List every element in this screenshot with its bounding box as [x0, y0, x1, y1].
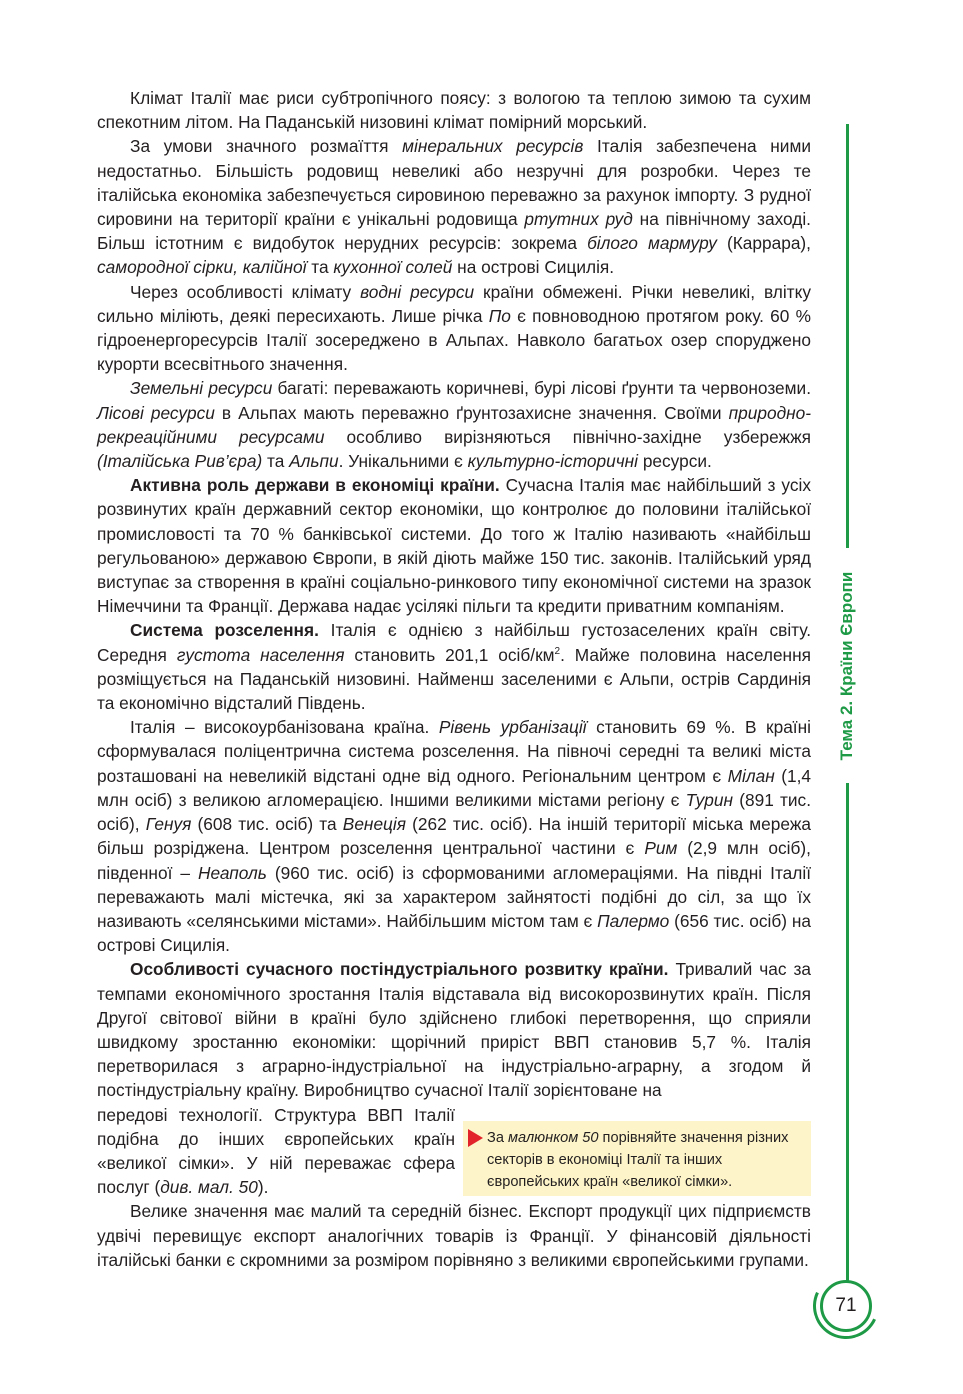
- city-name: Турин: [685, 789, 734, 810]
- city-name: Палермо: [597, 910, 670, 931]
- text-run: За: [487, 1130, 508, 1146]
- text-run: ).: [257, 1177, 269, 1198]
- text-run: становить 69 %. В країні сформувалася поліцентрична система розселення. На півночі середні та великі міста розташовані на невеликій відстані одне від одного. Регіональним центром є: [97, 717, 811, 786]
- figure-reference: малюнком 50: [508, 1130, 599, 1146]
- text-run: (891 тис. осіб),: [97, 789, 811, 835]
- page-number-badge: [820, 1280, 872, 1332]
- text-run: . Унікальними є: [338, 451, 468, 472]
- text-run: Клімат Італії має риси субтропічного поясу: з вологою та теплою зимою та сухим спекотним літом. На Паданській низовині клімат помірний морський.: [97, 88, 811, 133]
- text-run: Італія – високоурбанізована країна.: [130, 717, 439, 738]
- text-run: (262 тис. осіб). На іншій території міська мережа більш розріджена. Центром розселення центральної частини є: [97, 814, 811, 859]
- city-name: Мілан: [727, 765, 775, 786]
- text-run: на острові Сицилія.: [452, 257, 615, 278]
- text-run: країни обмежені. Річки невеликі, влітку сильно міліють, деякі пересихають. Лише річка: [97, 281, 811, 326]
- page-number: 71: [835, 1295, 857, 1316]
- text-run: Сучасна Італія має найбільший з усіх розвинутих країн державний сектор економіки, що контролює до половини італійської промисловості та 70 % банківської системи. До того ж Італію називають «найбільш регульованою» державою Європи, в якій діють майже 150 тис. законів. Італійський уряд виступає за створення в країні соціально-ринкового типу економічної системи на зразок Німеччини та Франції. Держава надає усілякі пільги та кредити приватним компаніям.: [97, 475, 812, 617]
- text-run: ресурси.: [638, 451, 712, 472]
- term: водні ресурси: [360, 281, 475, 302]
- city-name: Рим: [644, 838, 678, 859]
- figure-reference: див. мал. 50: [160, 1177, 258, 1198]
- pointer-arrow-icon: [468, 1129, 483, 1147]
- text-run: (960 тис. осіб) із сформованими агломераціями. На півдні Італії переважають малі містечка, які за характером зайнятості подібні до сіл, за що їх називають «селянськими містами». Найбільшим містом там є: [97, 862, 811, 931]
- section-heading: Особливості сучасного постіндустріального розвитку країни.: [130, 959, 669, 980]
- text-run: особливо вирізняються північно-західне узбережжя: [324, 426, 811, 447]
- term: (Італійська Рив’єра): [97, 451, 263, 472]
- section-side-title: Тема 2. Країни Європи: [837, 571, 856, 761]
- text-run: . Майже половина населення розміщується на Паданській низовині. Найменш заселеними є Альпи, острів Сардинія та економічно відсталий Південь.: [97, 644, 811, 714]
- city-name: Венеція: [342, 814, 407, 835]
- text-run: (1,4 млн осіб) з великою агломерацією. Іншими великими містами регіону є: [97, 765, 811, 810]
- text-run: Тривалий час за темпами економічного зростання Італія відставала від високорозвинутих країн. Після Другої світової війни в країні було здійснено глибокі перетворення, що сприяли швидкому зростанню економіки: щорічний приріст ВВП становив 5,7 %. Італія перетворилася з аграрно-індустріальної на індустріально-аграрну, а згодом й постіндустріальну країну. Виробництво сучасної Італії зорієнтоване на: [97, 959, 811, 1101]
- section-heading: Система розселення.: [130, 620, 319, 641]
- text-run: Велике значення має малий та середній бізнес. Експорт продукції цих підприємств удвічі перевищує експорт аналогічних товарів із Франції. У фінансовій діяльності італійські банки є скромними за розміром порівняно з великими європейськими групами.: [97, 1201, 811, 1270]
- term: Земельні ресурси: [130, 378, 273, 399]
- side-rule: [846, 124, 849, 548]
- text-run: на північному заході. Більш істотним є видобуток нерудних ресурсів: зокрема: [97, 209, 811, 254]
- text-run: (2,9 млн осіб), південної –: [97, 838, 811, 883]
- paragraph-state-role: [97, 473, 811, 618]
- text-run: Через особливості клімату: [130, 281, 361, 302]
- term: білого мармуру: [587, 233, 717, 254]
- left-column: [97, 1103, 455, 1200]
- term: ртутних руд: [524, 209, 633, 230]
- text-run: та: [306, 257, 334, 278]
- superscript: 2: [554, 645, 561, 657]
- paragraph-gdp-structure: [97, 1103, 455, 1200]
- paragraph-settlement: [97, 618, 811, 715]
- term: самородної сірки, калійної: [97, 257, 307, 278]
- text-run: є повноводною протягом року. 60 % гідроенергоресурсів Італії зосереджено в Альпах. Навколо багатьох озер споруджено курорти всесвітнього значення.: [97, 305, 811, 375]
- main-text: [97, 86, 811, 1272]
- term: Рівень урбанізації: [438, 717, 587, 738]
- side-rule: [846, 783, 849, 1293]
- term: Лісові ресурси: [97, 402, 215, 423]
- term: кухонної солей: [333, 257, 453, 278]
- term: Альпи: [289, 451, 339, 472]
- text-run: передові технології. Структура ВВП Італії подібна до інших європейських країн «великої сімки». У ній переважає сфера послуг (: [97, 1104, 455, 1198]
- term: культурно-історичні: [467, 451, 639, 472]
- term: природно-рекреаційними ресурсами: [97, 402, 812, 447]
- city-name: Неаполь: [197, 862, 267, 883]
- task-callout: [463, 1121, 811, 1196]
- text-run: в Альпах мають переважно ґрунтозахисне значення. Своїми: [214, 402, 729, 423]
- text-run: (608 тис. осіб) та: [191, 814, 343, 835]
- paragraph-small-business: [97, 1199, 811, 1272]
- text-run: (656 тис. осіб) на острові Сицилія.: [97, 910, 811, 956]
- term: густота населення: [176, 644, 345, 665]
- text-run: Італія забезпечена ними недостатньо. Більшість родовищ невеликі або незручні для розробки. Через те італійська економіка забезпечується сировиною переважно за рахунок імпорту. З рудної сировини на території країни є унікальні родовища: [97, 136, 811, 230]
- city-name: Генуя: [145, 814, 192, 835]
- text-run: Італія є однією з найбільш густозаселених країн світу. Середня: [97, 620, 812, 665]
- text-run: становить 201,1 осіб/км: [344, 644, 555, 665]
- text-run: За умови значного розмаїття: [130, 136, 403, 157]
- term: По: [488, 305, 511, 326]
- paragraph-urbanization: [97, 715, 811, 957]
- text-run: (Каррара),: [716, 233, 811, 254]
- text-run: порівняйте значення різних секторів в економіці Італії та інших європейських країн «великої сімки».: [487, 1130, 789, 1190]
- text-run: багаті: переважають коричневі, бурі лісові ґрунти та червоноземи.: [272, 378, 811, 399]
- paragraph-climate: [97, 86, 811, 134]
- paragraph-land-resources: [97, 376, 811, 473]
- paragraph-water-resources: [97, 280, 811, 377]
- term: мінеральних ресурсів: [402, 136, 584, 157]
- text-run: та: [262, 451, 290, 472]
- section-heading: Активна роль держави в економіці країни.: [130, 475, 500, 496]
- paragraph-postindustrial: [97, 957, 811, 1102]
- paragraph-mineral-resources: [97, 134, 811, 279]
